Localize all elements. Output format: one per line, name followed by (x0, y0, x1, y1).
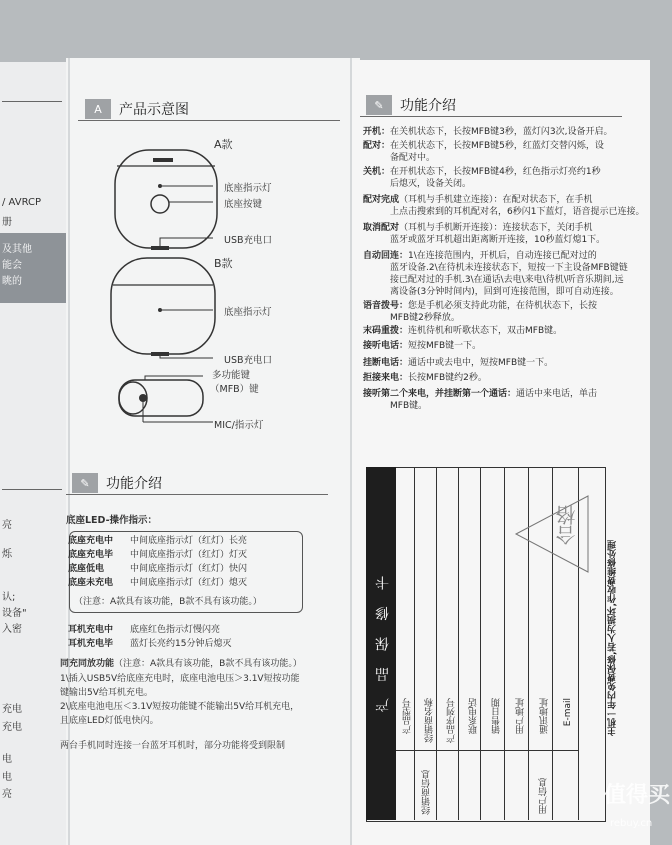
function-item-text: 您是手机必须支持此功能，在待机状态下，长按 (408, 301, 598, 311)
function-item-line (363, 357, 618, 369)
function-item-line (363, 300, 618, 312)
function-item (363, 222, 618, 246)
function-item-line (363, 222, 618, 234)
function-item-text: 在关机状态下，长按MFB键5秒，红蓝灯交替闪烁，设 (390, 141, 604, 151)
card-column-line (414, 467, 415, 820)
sync-line: 且底座LED灯低电快闪。 (60, 716, 159, 726)
case-b-outline (111, 258, 215, 354)
card-column-line (436, 467, 437, 820)
function-item (363, 250, 628, 298)
left-text: 充电 (2, 704, 22, 715)
earphone-row: 耳机充电毕 蓝灯长亮约15分钟后熄灭 (68, 639, 232, 649)
function-item-text: 通话中来电话，单击 (516, 389, 598, 399)
left-divider (2, 489, 62, 490)
group-user-label: 用户信息 (539, 778, 549, 814)
led-note: （注意：A款具有该功能，B款不具有该功能。） (74, 597, 262, 607)
function-item-text: （耳机与手机建立连接）：在配对状态下，在手机 (399, 195, 593, 205)
function-item-text: 长按MFB键约2秒。 (408, 373, 487, 383)
function-item-line (363, 166, 618, 178)
function-item-term: 挂断电话： (363, 358, 409, 368)
card-field-label: 用户地址 (516, 698, 526, 734)
function-item-text: 在关机状态下，长按MFB键3秒，蓝灯闪3次,设备开启。 (390, 127, 613, 137)
function-item-line (363, 312, 618, 324)
led-subtitle: 底座LED-操作指示： (66, 515, 158, 526)
function-item-term: 自动回连： (363, 251, 409, 261)
function-item-line (363, 126, 618, 138)
a-led-label: 底座指示灯 (224, 183, 272, 194)
function-item-text: MFB键。 (390, 401, 428, 411)
function-item-text: （耳机与手机断开连接）：连接状态下，关闭手机 (399, 223, 593, 233)
b-led-label: 底座指示灯 (224, 307, 272, 318)
card-field-label: 通讯地址 (540, 698, 550, 734)
left-text: 册 (2, 217, 12, 228)
function-item-text: 通话中或去电中，短按MFB键一下。 (408, 358, 554, 368)
left-text: 电 (2, 754, 12, 765)
function-item-text: MFB键2秒释放。 (390, 313, 460, 323)
section-rule (66, 494, 328, 495)
function-item-term: 接听第二个来电，并挂断第一个通话： (363, 389, 517, 399)
function-item (363, 340, 618, 352)
left-divider (2, 101, 62, 102)
function-item-text: 蓝牙设备.2\在待机未连接状态下，短按一下主设备MFB键链 (390, 263, 628, 273)
product-diagram-header (85, 98, 189, 120)
function-item-line (363, 286, 618, 298)
function-item-line (363, 372, 618, 384)
led-row: 底座低电 中间底座指示灯（红灯）快闪 (68, 564, 248, 574)
case-a-button (151, 195, 169, 213)
model-b-label: B款 (214, 257, 233, 270)
led-row: 底座充电毕 中间底座指示灯（红灯）灯灭 (68, 550, 248, 560)
group-dealer-label: 经销商信息 (422, 770, 432, 815)
card-field-label: E-mail (563, 698, 573, 727)
function-item-term: 取消配对 (363, 223, 400, 233)
model-a-label: A款 (214, 138, 233, 151)
leader-b-usb (160, 356, 213, 358)
function-item-line (363, 194, 618, 206)
section-function-icon: ✎ (72, 473, 98, 493)
sync-heading: 同充同放功能（注意：A款具有该功能，B款不具有该功能。） (60, 659, 302, 669)
left-text: 亮 (2, 520, 12, 531)
card-column-line (504, 467, 505, 820)
left-text: 亮 (2, 789, 12, 800)
function-item (363, 372, 618, 384)
section-rule (360, 116, 622, 117)
function-item (363, 357, 618, 369)
fold-line-right (350, 58, 352, 845)
product-diagram-svg (105, 128, 335, 458)
function-item-line (363, 152, 618, 164)
function-item-line (363, 274, 624, 286)
function-item (363, 126, 618, 138)
card-field-label: 销售日期 (492, 698, 502, 734)
function-item-term: 语音拨号： (363, 301, 409, 311)
a-usb-label: USB充电口 (224, 235, 273, 246)
left-text: 能会 (2, 260, 22, 271)
stamp-text: 合格 (555, 505, 579, 545)
case-b-usb (151, 352, 169, 356)
section-rule (78, 120, 340, 121)
function-item-line (363, 325, 618, 337)
function-left-header (72, 472, 162, 494)
section-a-icon: A (85, 99, 111, 119)
left-text: 设备" (2, 608, 27, 619)
function-item-term: 末码重拨： (363, 326, 409, 336)
function-item-line (363, 234, 618, 246)
function-item (363, 166, 618, 190)
card-column-line (458, 467, 459, 820)
function-left-title: 功能介绍 (106, 476, 162, 492)
sync-line: 2\底座电池电压＜3.1V短按功能键不能输出5V给耳机充电， (60, 702, 300, 712)
function-item-text: 上点击搜索到的耳机配对名，6秒闪1下蓝灯，语音提示已连接。 (390, 207, 645, 217)
function-item-line (363, 388, 618, 400)
card-field-label: 产品序列号 (447, 698, 457, 743)
function-item-text: 后熄灭，设备关闭。 (390, 179, 472, 189)
led-row: 底座充电中 中间底座指示灯（红灯）长亮 (68, 536, 248, 546)
left-text: 认; (2, 592, 16, 603)
warranty-card-title: 产 品 保 修 卡 (375, 570, 391, 712)
function-item-text: 连机待机和听歌状态下，双击MFB键。 (408, 326, 563, 336)
function-item-line (363, 206, 645, 218)
function-item (363, 194, 645, 218)
watermark-site: rebuy.cn (610, 818, 653, 829)
function-footer: 两台手机同时连接一台蓝牙耳机时，部分功能将受到限制 (60, 741, 286, 751)
function-item-term: 开机： (363, 127, 391, 137)
function-item (363, 140, 618, 164)
function-item (363, 300, 618, 324)
left-text: / AVRCP (2, 197, 42, 208)
b-mic-label: MIC/指示灯 (214, 420, 264, 431)
function-item-text: 离设备(3分钟时间内)，回到可连接范围，即可自动连接。 (390, 287, 619, 297)
led-row: 底座未充电 中间底座指示灯（红灯）熄灭 (68, 578, 248, 588)
case-a-led (158, 184, 162, 188)
earbud-outline (119, 380, 203, 416)
function-item-text: 蓝牙或蓝牙耳机超出距离断开连接，10秒蓝灯熄1下。 (390, 235, 606, 245)
b-usb-label: USB充电口 (224, 355, 273, 366)
case-b-led (158, 308, 162, 312)
case-a-outline (115, 150, 217, 248)
function-right-header (366, 94, 456, 116)
card-field-label: 经销商名称 (425, 698, 435, 743)
b-mfb-label: 多功能键 (212, 370, 251, 381)
sync-line: 1\插入USB5V给底座充电时，底座电池电压＞3.1V短按功能 (60, 674, 300, 684)
fold-line-left (68, 58, 70, 845)
card-row-line (396, 750, 578, 751)
left-text: 充电 (2, 722, 22, 733)
earphone-row: 耳机充电中 底座红色指示灯慢闪亮 (68, 625, 221, 635)
function-item (363, 325, 618, 337)
warranty-policy: 主机一年内免费保修,若人为损坏,作收费维修处理 (608, 540, 618, 736)
function-item-term: 配对完成 (363, 195, 400, 205)
product-diagram-title: 产品示意图 (119, 102, 189, 118)
function-right-title: 功能介绍 (400, 98, 456, 114)
function-item-text: 1\在连接范围内，开机后，自动连接已配对过的 (408, 251, 597, 261)
function-item (363, 388, 618, 412)
card-field-label: 联系电话 (469, 698, 479, 734)
a-button-label: 底座按键 (224, 199, 263, 210)
left-text: 烁 (2, 549, 12, 560)
section-function-icon: ✎ (366, 95, 392, 115)
function-item-term: 关机： (363, 167, 391, 177)
function-item-line (363, 178, 618, 190)
left-text: 电 (2, 772, 12, 783)
function-item-line (363, 400, 618, 412)
function-item-term: 配对： (363, 141, 391, 151)
b-mfb-label-2: （MFB）键 (210, 384, 259, 395)
function-item-text: 短按MFB键一下。 (408, 341, 482, 351)
function-item-text: 在开机状态下，长按MFB键4秒，红色指示灯亮约1秒 (390, 167, 601, 177)
function-item-text: 接已配对过的手机.3\在通话\去电\来电\待机\听音乐期间,远 (390, 275, 624, 285)
left-text: 入密 (2, 624, 22, 635)
function-item-term: 接听电话： (363, 341, 409, 351)
function-item-line (363, 250, 618, 262)
function-item-term: 拒接来电： (363, 373, 409, 383)
left-text: 及其他 (2, 244, 32, 255)
left-text: 眺的 (2, 276, 22, 287)
function-item-line (363, 262, 628, 274)
function-item-line (363, 140, 618, 152)
card-field-label: 产品型号 (403, 698, 413, 734)
watermark-logo: 值得买 (604, 783, 671, 808)
card-column-line (480, 467, 481, 820)
function-item-line (363, 340, 618, 352)
sync-line: 键输出5V给耳机充电。 (60, 688, 153, 698)
function-item-text: 备配对中。 (390, 153, 436, 163)
case-a-slot (153, 158, 173, 162)
